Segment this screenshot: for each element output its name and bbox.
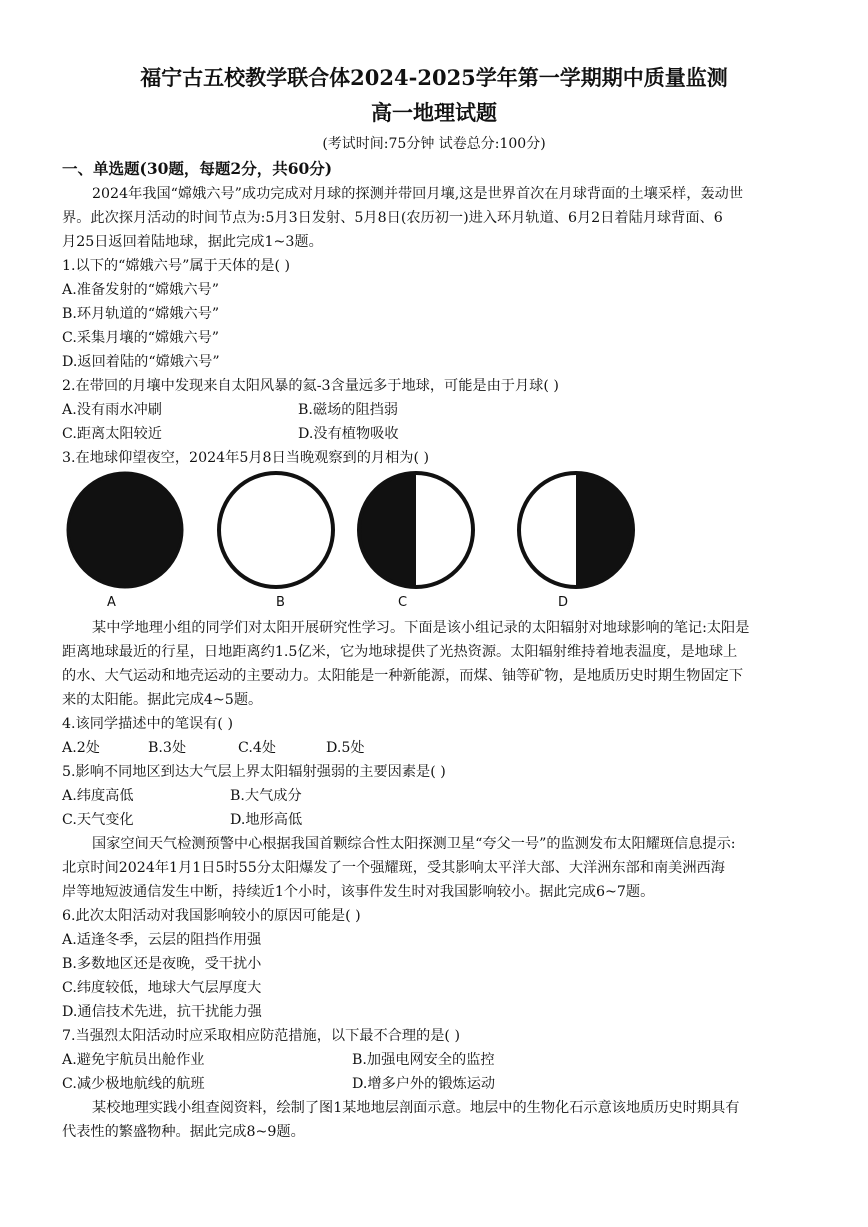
- moon-phase-a-image: [65, 470, 185, 590]
- moon-phase-b-image: [216, 470, 336, 590]
- q7-stem: 7.当强烈太阳活动时应采取相应防范措施，以下最不合理的是( ): [62, 1028, 460, 1044]
- q4-option-c: C.4处: [238, 740, 277, 756]
- moon-label-b: B: [276, 595, 285, 610]
- q1-stem: 1.以下的“嫦娥六号”属于天体的是( ): [62, 258, 291, 274]
- q5-stem: 5.影响不同地区到达大气层上界太阳辐射强弱的主要因素是( ): [62, 764, 446, 780]
- moon-label-c: C: [398, 595, 408, 610]
- passage2-line: 来的太阳能。据此完成4~5题。: [62, 692, 263, 708]
- q6-option-c: C.纬度较低，地球大气层厚度大: [62, 980, 262, 996]
- q7-option-d: D.增多户外的锻炼运动: [352, 1076, 496, 1092]
- moon-phase-c-image: [356, 470, 476, 590]
- passage3-line: 国家空间天气检测预警中心根据我国首颗综合性太阳探测卫星“夸父一号”的监测发布太阳耀斑信息提示:: [92, 836, 736, 852]
- moon-phase-d-image: [516, 470, 636, 590]
- q2-option-d: D.没有植物吸收: [298, 426, 399, 442]
- q5-option-c: C.天气变化: [62, 812, 134, 828]
- q6-option-d: D.通信技术先进，抗干扰能力强: [62, 1004, 262, 1020]
- passage2-line: 的水、大气运动和地壳运动的主要动力。太阳能是一种新能源，而煤、铀等矿物，是地质历史时期生物固定下: [62, 668, 744, 684]
- q2-stem: 2.在带回的月壤中发现来自太阳风暴的氦-3含量远多于地球，可能是由于月球( ): [62, 378, 559, 394]
- q6-option-a: A.适逢冬季，云层的阻挡作用强: [62, 932, 262, 948]
- exam-meta: (考试时间:75分钟 试卷总分:100分): [322, 136, 546, 152]
- q6-option-b: B.多数地区还是夜晚，受干扰小: [62, 956, 262, 972]
- exam-title: 福宁古五校教学联合体2024-2025学年第一学期期中质量监测: [140, 65, 728, 90]
- passage1-line: 2024年我国“嫦娥六号”成功完成对月球的探测并带回月壤,这是世界首次在月球背面的土壤采样，轰动世: [92, 186, 744, 202]
- q7-option-c: C.减少极地航线的航班: [62, 1076, 205, 1092]
- q4-option-a: A.2处: [62, 740, 100, 756]
- passage1-line: 界。此次探月活动的时间节点为:5月3日发射、5月8日(农历初一)进入环月轨道、6月2日着陆月球背面、6: [62, 210, 723, 226]
- moon-label-d: D: [558, 595, 569, 610]
- q4-option-d: D.5处: [326, 740, 365, 756]
- q1-option-c: C.采集月壤的“嫦娥六号”: [62, 330, 220, 346]
- q1-option-a: A.准备发射的“嫦娥六号”: [62, 282, 219, 298]
- q4-option-b: B.3处: [148, 740, 187, 756]
- q2-option-a: A.没有雨水冲刷: [62, 402, 162, 418]
- q1-option-d: D.返回着陆的“嫦娥六号”: [62, 354, 220, 370]
- passage1-line: 月25日返回着陆地球，据此完成1~3题。: [62, 234, 323, 250]
- passage3-line: 北京时间2024年1月1日5时55分太阳爆发了一个强耀斑，受其影响太平洋大部、大洋洲东部和南美洲西海: [62, 860, 725, 876]
- q2-option-c: C.距离太阳较近: [62, 426, 162, 442]
- q5-option-a: A.纬度高低: [62, 788, 134, 804]
- q6-stem: 6.此次太阳活动对我国影响较小的原因可能是( ): [62, 908, 361, 924]
- passage2-line: 某中学地理小组的同学们对太阳开展研究性学习。下面是该小组记录的太阳辐射对地球影响的笔记:太阳是: [92, 620, 750, 636]
- q7-option-b: B.加强电网安全的监控: [352, 1052, 495, 1068]
- section-heading: 一、单选题(30题，每题2分，共60分): [62, 159, 333, 178]
- q3-stem: 3.在地球仰望夜空，2024年5月8日当晚观察到的月相为( ): [62, 450, 430, 466]
- subject-title: 高一地理试题: [371, 100, 497, 125]
- q5-option-d: D.地形高低: [230, 812, 303, 828]
- q1-option-b: B.环月轨道的“嫦娥六号”: [62, 306, 220, 322]
- q4-stem: 4.该同学描述中的笔误有( ): [62, 716, 233, 732]
- q7-option-a: A.避免宇航员出舱作业: [62, 1052, 205, 1068]
- moon-label-a: A: [107, 595, 116, 610]
- q5-option-b: B.大气成分: [230, 788, 302, 804]
- passage4-line: 某校地理实践小组查阅资料，绘制了图1某地地层剖面示意。地层中的生物化石示意该地质历史时期具有: [92, 1100, 740, 1116]
- passage4-line: 代表性的繁盛物种。据此完成8~9题。: [62, 1124, 305, 1140]
- passage3-line: 岸等地短波通信发生中断，持续近1个小时，该事件发生时对我国影响较小。据此完成6~7题。: [62, 884, 655, 900]
- q2-option-b: B.磁场的阻挡弱: [298, 402, 399, 418]
- passage2-line: 距离地球最近的行星，日地距离约1.5亿米，它为地球提供了光热资源。太阳辐射维持着地表温度，是地球上: [62, 644, 738, 660]
